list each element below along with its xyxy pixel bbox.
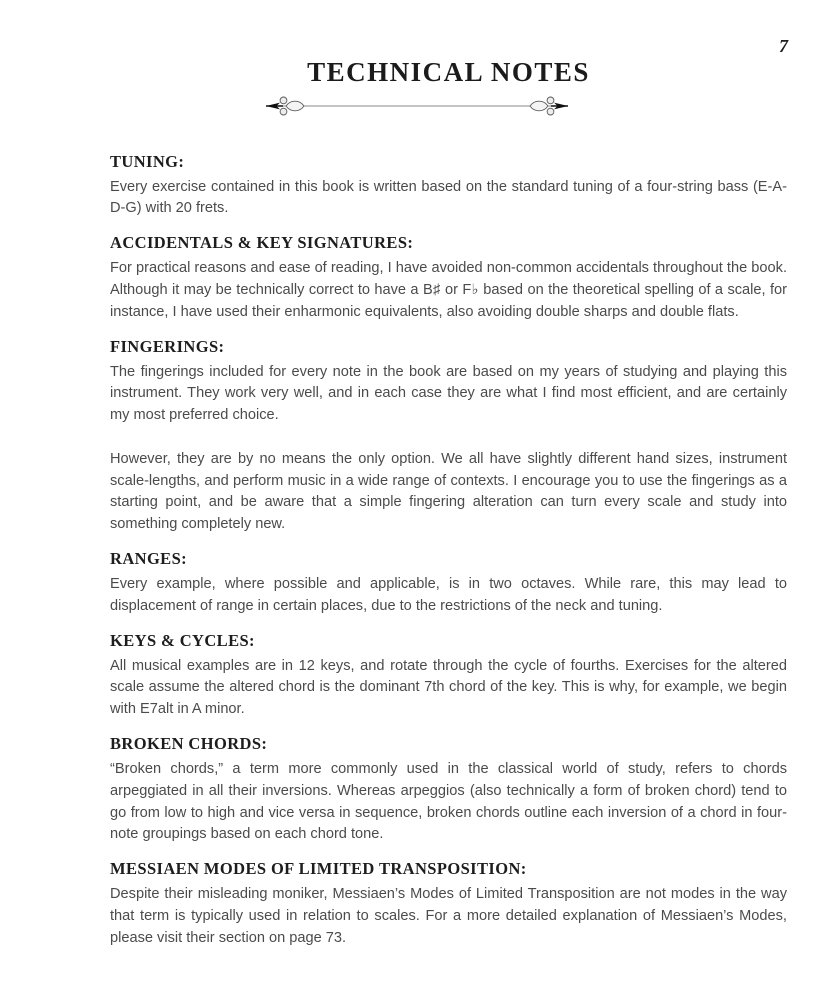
section-heading: ACCIDENTALS & KEY SIGNATURES: <box>110 233 414 253</box>
page-title: TECHNICAL NOTES <box>307 57 590 87</box>
title-block <box>0 58 834 88</box>
section-paragraph: However, they are by no means the only option. We all have slightly different hand sizes, instrument scale-lengths, and perform music in a wide range of contexts. I encourage you to use the fingerings as a starting point, and be aware that a simple fingering alteration can turn every scale and study into something completely new. <box>110 450 787 533</box>
section-heading: MESSIAEN MODES OF LIMITED TRANSPOSITION: <box>110 859 527 879</box>
section-heading: FINGERINGS: <box>110 336 225 356</box>
section-heading: TUNING: <box>110 151 185 171</box>
section <box>110 336 787 536</box>
ornamental-divider <box>0 95 834 117</box>
section-paragraph: For practical reasons and ease of reading, I have avoided non-common accidentals throughout the book. Although it may be technically correct to have a B♯ or F♭ based on the theoretical spelling of a scale, for instance, I have used their enharmonic equivalents, also avoiding double sharps and double flats. <box>110 260 787 320</box>
section-paragraph: Despite their misleading moniker, Messiaen’s Modes of Limited Transposition are not modes in the way that term is typically used in relation to scales. For a more detailed explanation of Messiaen’s Modes, please visit their section on page 73. <box>110 886 787 946</box>
section-heading: RANGES: <box>110 549 188 569</box>
section-paragraph: The fingerings included for every note in the book are based on my years of studying and playing this instrument. They work very well, and in each case they are what I find most efficient, and are certainly my most preferred choice. <box>110 363 787 424</box>
section <box>110 858 787 949</box>
sections-container <box>0 151 834 950</box>
section <box>110 548 787 618</box>
ornamental-divider-icon <box>265 95 569 117</box>
section-paragraph: Every example, where possible and applicable, is in two octaves. While rare, this may lead to displacement of range in certain places, due to the restrictions of the neck and tuning. <box>110 576 787 614</box>
page-number: 7 <box>779 36 788 56</box>
section <box>110 733 787 846</box>
section-paragraph: Every exercise contained in this book is written based on the standard tuning of a four-string bass (E-A-D-G) with 20 frets. <box>110 178 787 217</box>
section-heading: KEYS & CYCLES: <box>110 630 255 650</box>
section-paragraph: “Broken chords,” a term more commonly used in the classical world of study, refers to chords arpeggiated in all their inversions. Whereas arpeggios (also technically a form of broken chord) tend to go from low to high and vice versa in sequence, broken chords outline each inversion of a chord in four-note groupings based on each chord tone. <box>110 761 787 843</box>
section-paragraph: All musical examples are in 12 keys, and rotate through the cycle of fourths. Exercises for the altered scale assume the altered chord is the dominant 7th chord of the key. This is why, for example, we begin with E7alt in A minor. <box>110 657 787 718</box>
section-heading: BROKEN CHORDS: <box>110 734 268 754</box>
section <box>110 630 787 721</box>
section <box>110 232 787 323</box>
section <box>110 151 787 221</box>
